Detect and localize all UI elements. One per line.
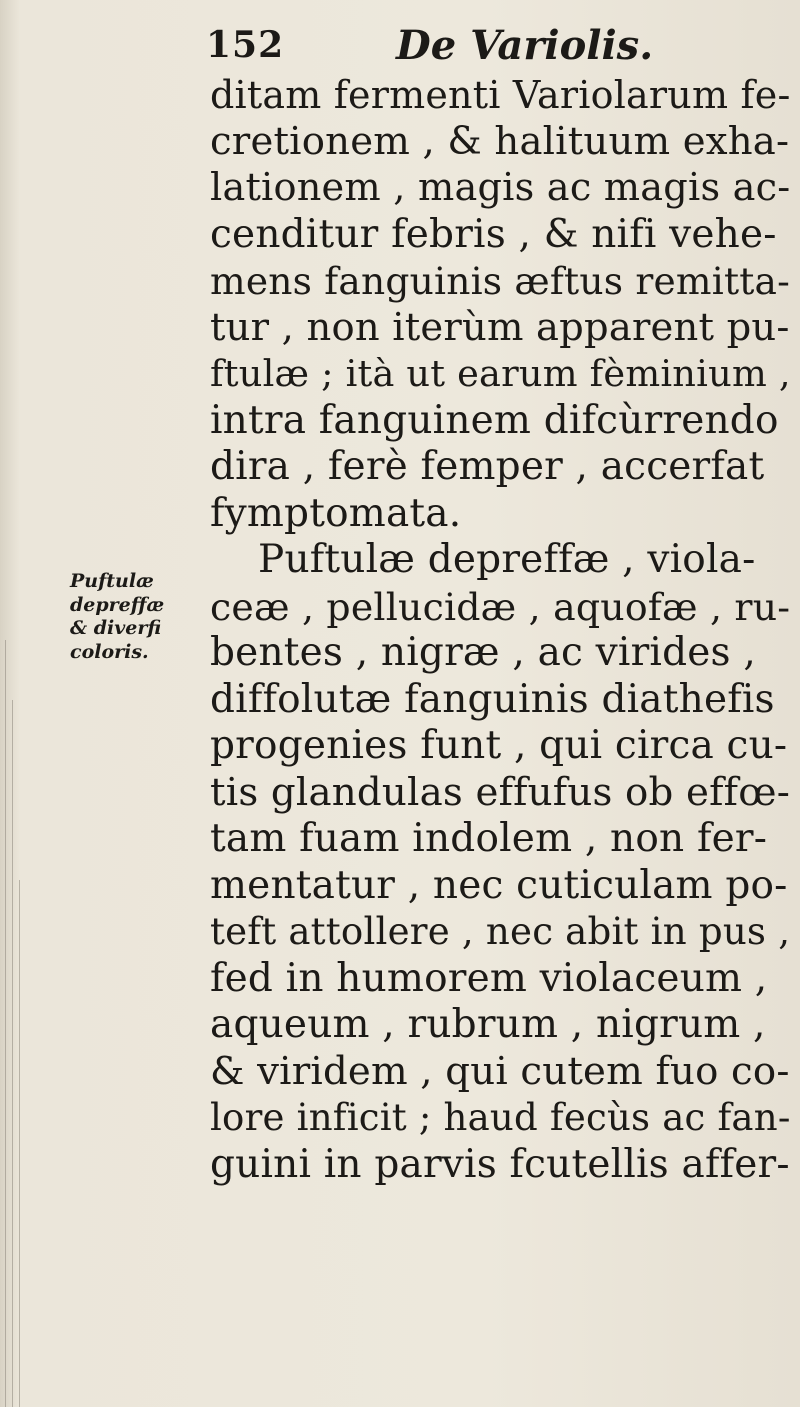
text-line: ceæ , pellucidæ , aquofæ , ru- <box>210 584 791 629</box>
text-line: intra fanguinem difcùrrendo <box>210 397 779 443</box>
text-line: progenies funt , qui circa cu- <box>210 723 788 768</box>
text-line: & viridem , qui cutem fuo co- <box>210 1048 790 1094</box>
text-line: cretionem , & halituum exha- <box>210 118 790 164</box>
text-line: guini in parvis fcutellis affer- <box>210 1141 790 1187</box>
paragraph-1 <box>210 72 790 537</box>
text-line: bentes , nigræ , ac virides , <box>210 630 756 675</box>
text-line: tis glandulas effufus ob effœ- <box>210 769 790 815</box>
text-line: lationem , magis ac magis ac- <box>210 165 791 210</box>
binding-edge-line <box>5 640 6 1407</box>
text-line: fed in humorem violaceum , <box>210 955 768 1001</box>
margin-note-line: depreffæ <box>70 593 165 616</box>
text-line: tam fuam indolem , non fer- <box>210 816 768 861</box>
text-line: ftulæ ; ità ut earum fèminium , <box>210 352 791 395</box>
text-line: lore inficit ; haud fecùs ac fan- <box>210 1096 791 1139</box>
binding-edge-line <box>12 700 13 1407</box>
page-number: 152 <box>206 24 285 66</box>
margin-note <box>70 570 210 664</box>
text-line: cenditur febris , & nifi vehe- <box>210 211 777 257</box>
text-line: mens fanguinis æftus remitta- <box>210 259 791 303</box>
margin-note-line: & diverfi <box>70 617 162 639</box>
page-header <box>200 22 780 72</box>
text-line: tur , non iterùm apparent pu- <box>210 304 790 350</box>
text-line: dira , ferè femper , accerfat <box>210 444 765 489</box>
body-text <box>210 72 790 1188</box>
margin-note-line: Puftulæ <box>70 570 154 592</box>
running-head: De Variolis. <box>396 22 654 69</box>
text-line: Puftulæ depreffæ , viola- <box>258 537 756 582</box>
paragraph-2 <box>210 537 790 1188</box>
text-line: aqueum , rubrum , nigrum , <box>210 1002 766 1047</box>
text-line: fymptomata. <box>210 490 462 536</box>
text-line: diffolutæ fanguinis diathefis <box>210 676 775 722</box>
text-line: mentatur , nec cuticulam po- <box>210 862 788 908</box>
margin-note-line: coloris. <box>70 640 149 663</box>
binding-edge-line <box>19 880 20 1407</box>
text-line: teft attollere , nec abit in pus , <box>210 910 791 953</box>
text-line: ditam fermenti Variolarum fe- <box>210 73 791 117</box>
